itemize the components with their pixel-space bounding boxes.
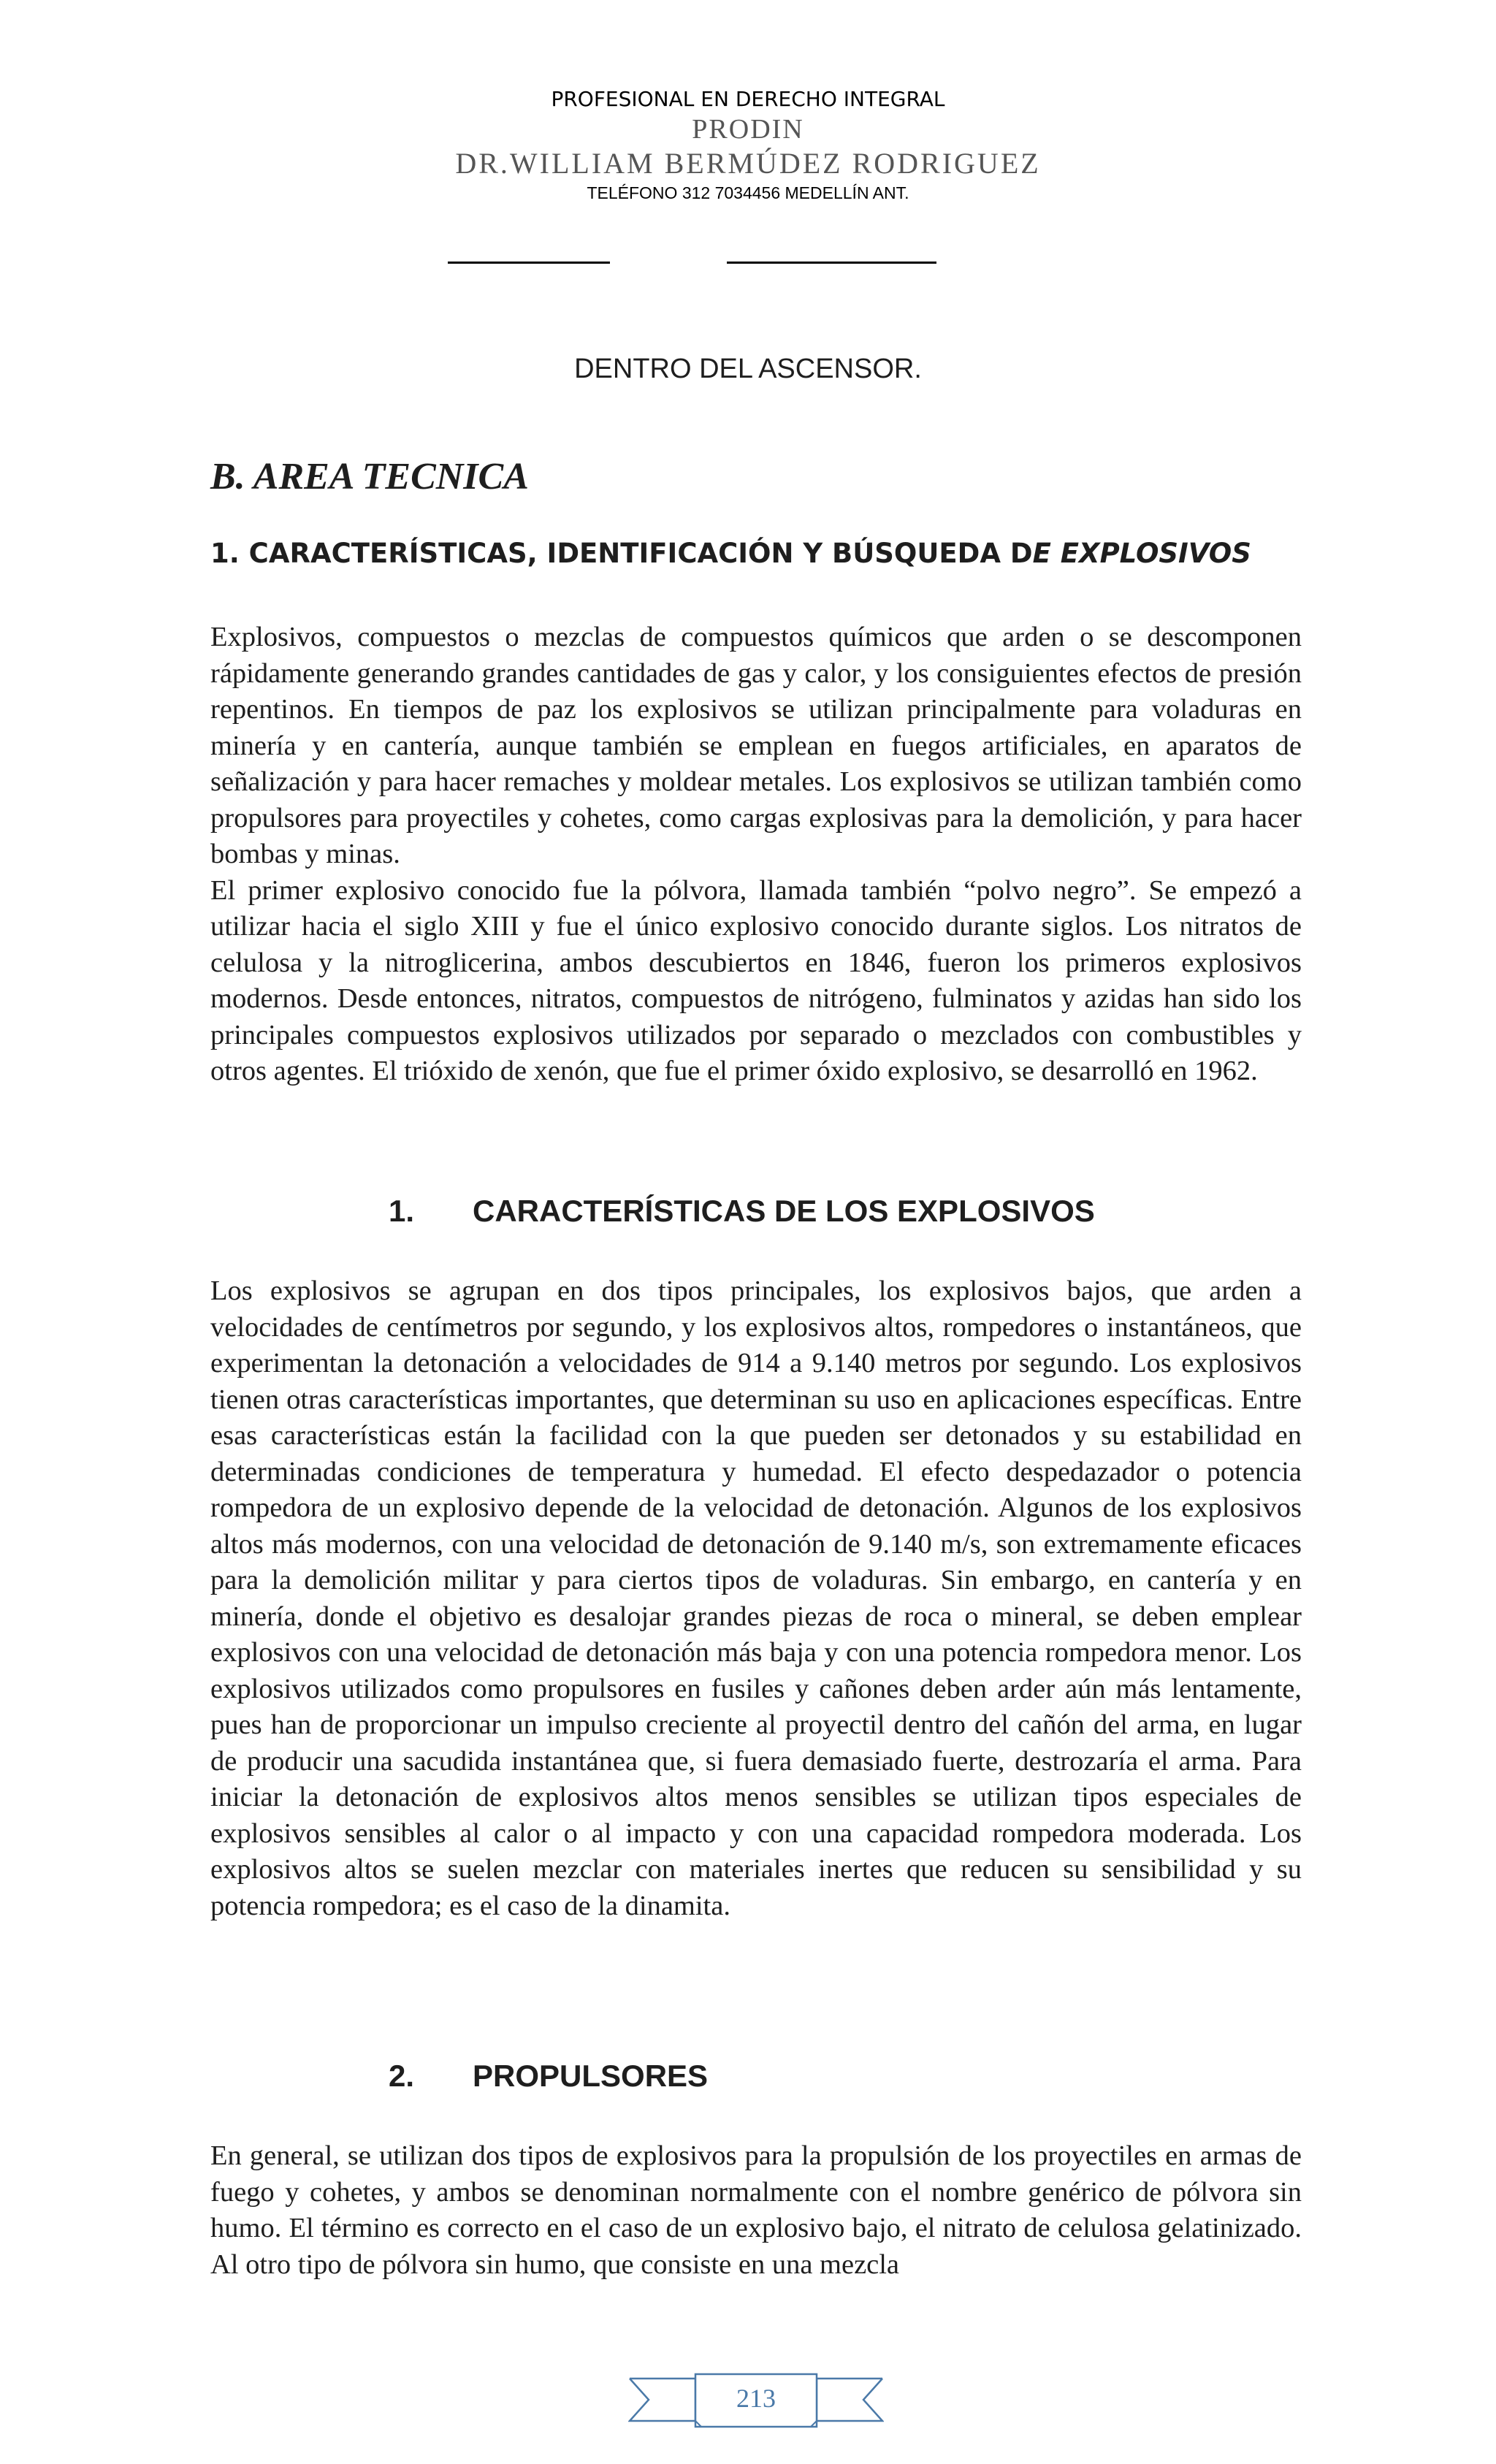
subsection-title-text: PROPULSORES: [473, 2059, 709, 2093]
page-number-ribbon: [628, 2367, 884, 2433]
subsection-title-text: CARACTERÍSTICAS DE LOS EXPLOSIVOS: [473, 1194, 1095, 1228]
letterhead-acronym: PRODIN: [692, 114, 804, 145]
subsection-number: 1.: [389, 1194, 415, 1228]
header-rule-right: [727, 262, 936, 264]
subsection-title-propellants: [389, 2057, 708, 2095]
area-title: B. AREA TECNICA: [210, 456, 529, 497]
section-title-main: 1. CARACTERÍSTICAS, IDENTIFICACIÓN Y BÚSQUEDA D: [210, 538, 1033, 569]
characteristics-paragraph: Los explosivos se agrupan en dos tipos principales, los explosivos bajos, que arden a velocidades de centímetros por segundo, y los explosivos altos, rompedores o instantáneos, que experimentan la detonación a velocidades de 914 a 9.140 metros por segundo. Los explosivos tienen otras características importantes, que determinan su uso en aplicaciones específicas. Entre esas características están la facilidad con la que pueden ser detonados y su estabilidad en determinadas condiciones de temperatura y humedad. El efecto despedazador o potencia rompedora de un explosivo depende de la velocidad de detonación. Algunos de los explosivos altos más modernos, con una velocidad de detonación de 9.140 m/s, son extremamente eficaces para la demolición militar y para ciertos tipos de voladuras. Sin embargo, en cantería y en minería, donde el objetivo es desalojar grandes piezas de roca o mineral, se deben emplear explosivos con una velocidad de detonación más baja y con una potencia rompedora menor. Los explosivos utilizados como propulsores en fusiles y cañones deben arder aún más lentamente, pues han de proporcionar un impulso creciente al proyectil dentro del cañón del arma, en lugar de producir una sacudida instantánea que, si fuera demasiado fuerte, destrozaría el arma. Para iniciar la detonación de explosivos altos menos sensibles se utilizan tipos especiales de explosivos sensibles al calor o al impacto y con una capacidad rompedora moderada. Los explosivos altos se suelen mezclar con materiales inertes que reducen su sensibilidad y su potencia rompedora; es el caso de la dinamita.: [210, 1275, 1302, 1921]
letterhead: [0, 86, 1496, 205]
intro-paragraph: Explosivos, compuestos o mezclas de compuestos químicos que arden o se descomponen rápidamente generando grandes cantidades de gas y calor, y los consiguientes efectos de presión repentinos. En tiempos de paz los explosivos se utilizan principalmente para voladuras en minería y en cantería, aunque también se emplean en fuegos artificiales, en aparatos de señalización y para hacer remaches y moldear metales. Los explosivos se utilizan también como propulsores para proyectiles y cohetes, como cargas explosivas para la demolición, y para hacer bombas y minas. El primer explosivo conocido fue la pólvora, llamada también “polvo negro”. Se empezó a utilizar hacia el siglo XIII y fue el único explosivo conocido durante siglos. Los nitratos de celulosa y la nitroglicerina, ambos descubiertos en 1846, fueron los primeros explosivos modernos. Desde entonces, nitratos, compuestos de nitrógeno, fulminatos y azidas han sido los principales compuestos explosivos utilizados por separado o mezclados con combustibles y otros agentes. El trióxido de xenón, que fue el primer óxido explosivo, se desarrolló en 1962.: [210, 622, 1302, 1086]
subsection-number: 2.: [389, 2059, 415, 2093]
propellants-paragraph: En general, se utilizan dos tipos de explosivos para la propulsión de los proyectiles en armas de fuego y cohetes, y ambos se denominan normalmente con el nombre genérico de pólvora sin humo. El término es correcto en el caso de un explosivo bajo, el nitrato de celulosa gelatinizado. Al otro tipo de pólvora sin humo, que consiste en una mezcla: [210, 2140, 1302, 2280]
letterhead-name: DR.WILLIAM BERMÚDEZ RODRIGUEZ: [455, 147, 1041, 180]
header-rule-left: [448, 262, 610, 264]
section-title: [210, 535, 1251, 572]
section-title-italic: E EXPLOSIVOS: [1032, 538, 1251, 569]
section-caption: DENTRO DEL ASCENSOR.: [574, 354, 922, 384]
subsection-title-characteristics: [389, 1192, 1095, 1230]
page-number: 213: [736, 2384, 776, 2413]
letterhead-phone: TELÉFONO 312 7034456 MEDELLÍN ANT.: [587, 183, 909, 202]
letterhead-firm: PROFESIONAL EN DERECHO INTEGRAL: [551, 87, 945, 111]
